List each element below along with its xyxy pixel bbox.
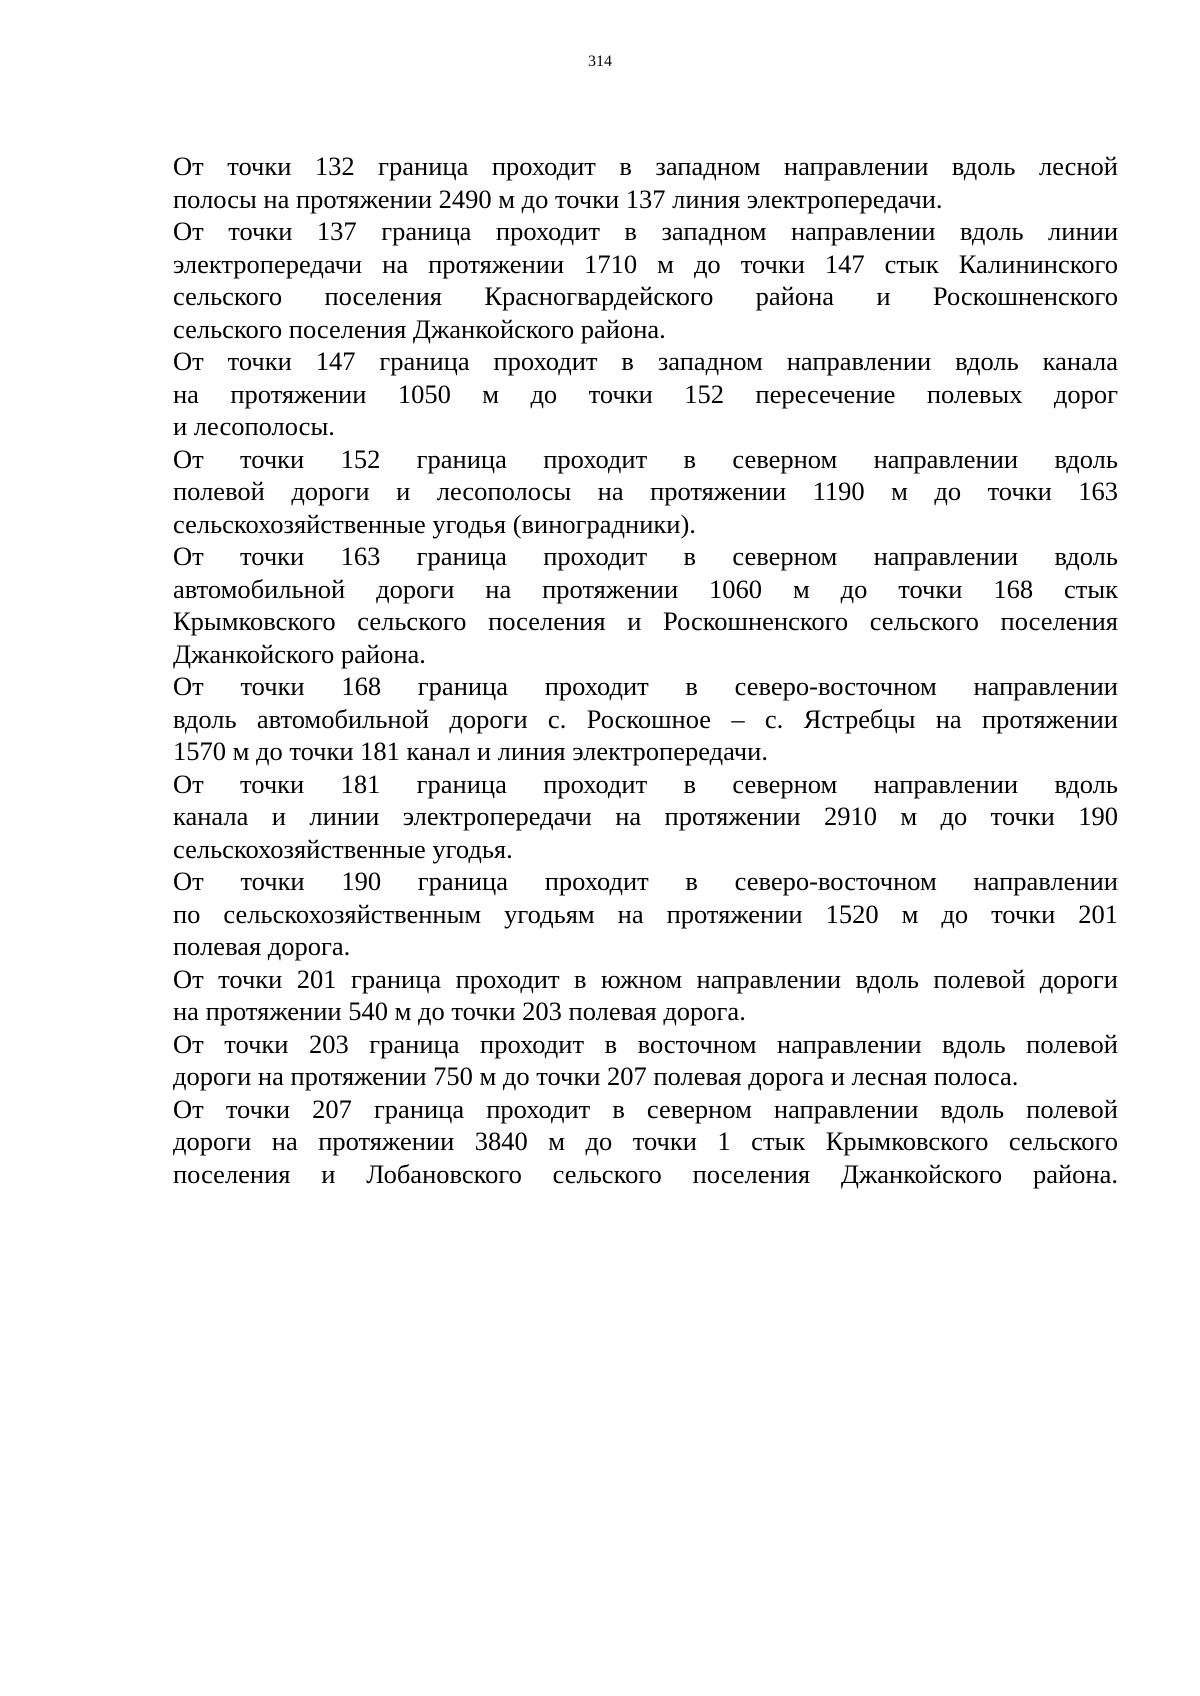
- paragraph-line: От точки 168 граница проходит в северо-восточном направлении: [173, 671, 1118, 701]
- paragraph-line: От точки 207 граница проходит в северном направлении вдоль полевой: [173, 1093, 1118, 1124]
- paragraph: [173, 215, 1118, 345]
- paragraph-line: электропередачи на протяжении 1710 м до точки 147 стык Калининского: [173, 248, 1118, 279]
- paragraph-line: От точки 163 граница проходит в северном направлении вдоль: [173, 541, 1118, 571]
- paragraph-line: сельского поселения Джанкойского района.: [173, 313, 666, 344]
- paragraph-line: Джанкойского района.: [173, 638, 426, 669]
- paragraph-line: по сельскохозяйственным угодьям на протяжении 1520 м до точки 201: [173, 898, 1118, 929]
- paragraph-line: полевая дорога.: [173, 931, 351, 961]
- paragraph-line: От точки 152 граница проходит в северном направлении вдоль: [173, 443, 1118, 474]
- paragraph: [173, 670, 1118, 768]
- paragraph-line: автомобильной дороги на протяжении 1060 м до точки 168 стык: [173, 573, 1118, 604]
- paragraph: [173, 443, 1118, 541]
- paragraph-line: поселения и Лобановского сельского поселения Джанкойского района.: [173, 1158, 1118, 1189]
- paragraph: [173, 150, 1118, 215]
- paragraph-line: дороги на протяжении 750 м до точки 207 полевая дорога и лесная полоса.: [173, 1061, 1019, 1091]
- paragraph-line: сельскохозяйственные угодья (виноградники).: [173, 508, 696, 539]
- paragraph: [173, 1093, 1118, 1191]
- paragraph-line: на протяжении 1050 м до точки 152 пересечение полевых дорог: [173, 378, 1118, 409]
- page-number: 314: [588, 53, 612, 70]
- paragraph-line: канала и линии электропередачи на протяжении 2910 м до точки 190: [173, 801, 1118, 831]
- paragraph-line: От точки 137 граница проходит в западном направлении вдоль линии: [173, 216, 1118, 246]
- paragraph-line: От точки 132 граница проходит в западном направлении вдоль лесной: [173, 151, 1118, 181]
- paragraph: [173, 345, 1118, 443]
- paragraph-line: на протяжении 540 м до точки 203 полевая дорога.: [173, 996, 746, 1026]
- paragraph: [173, 963, 1118, 1028]
- paragraph-line: вдоль автомобильной дороги с. Роскошное – с. Ястребцы на протяжении: [173, 703, 1118, 734]
- paragraph-line: сельскохозяйственные угодья.: [173, 833, 513, 864]
- paragraph-line: сельского поселения Красногвардейского района и Роскошненского: [173, 281, 1118, 311]
- paragraph: [173, 540, 1118, 670]
- paragraph-line: От точки 181 граница проходит в северном направлении вдоль: [173, 768, 1118, 799]
- paragraph: [173, 865, 1118, 963]
- paragraph-line: Крымковского сельского поселения и Роскошненского сельского поселения: [173, 606, 1118, 636]
- paragraph-line: полевой дороги и лесополосы на протяжении 1190 м до точки 163: [173, 476, 1118, 506]
- paragraph-line: От точки 190 граница проходит в северо-восточном направлении: [173, 866, 1118, 896]
- paragraph: [173, 1028, 1118, 1093]
- document-body: [173, 150, 1118, 1190]
- paragraph-line: дороги на протяжении 3840 м до точки 1 стык Крымковского сельского: [173, 1126, 1118, 1156]
- paragraph-line: полосы на протяжении 2490 м до точки 137 линия электропередачи.: [173, 183, 943, 214]
- paragraph-line: От точки 201 граница проходит в южном направлении вдоль полевой дороги: [173, 963, 1118, 994]
- paragraph-line: 1570 м до точки 181 канал и линия электропередачи.: [173, 736, 768, 766]
- paragraph-line: и лесополосы.: [173, 411, 335, 441]
- paragraph-line: От точки 147 граница проходит в западном направлении вдоль канала: [173, 346, 1118, 376]
- paragraph: [173, 768, 1118, 866]
- paragraph-line: От точки 203 граница проходит в восточном направлении вдоль полевой: [173, 1028, 1118, 1059]
